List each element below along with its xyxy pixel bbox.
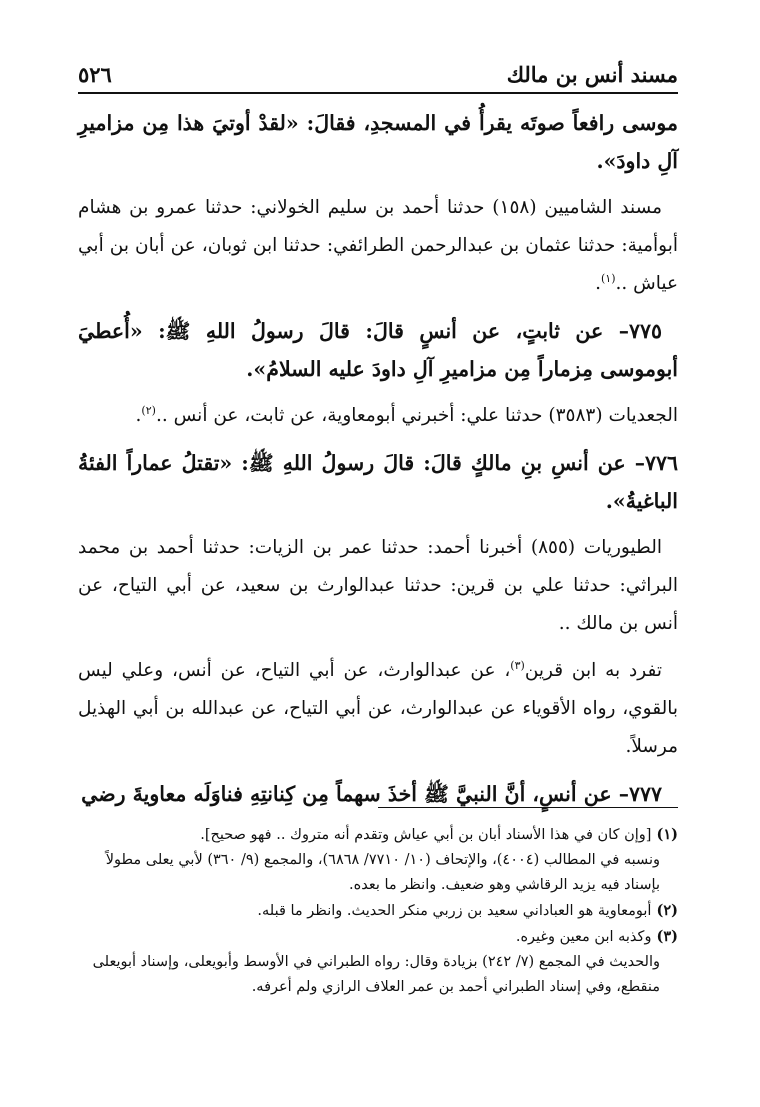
footnote-divider	[378, 807, 678, 808]
footnote-3	[78, 924, 678, 950]
footnote-ref-1: (١)	[601, 271, 616, 285]
footnote-3-continuation	[78, 950, 678, 1000]
running-header	[78, 56, 678, 94]
footnote-text: [وإن كان في هذا الأسناد أبان بن أبي عياش وتقدم أنه متروك .. فهو صحيح].	[200, 827, 652, 843]
page-number: ٥٢٦	[78, 62, 112, 87]
footnote-number: (٣)	[656, 928, 678, 945]
source-end-2: .	[135, 405, 142, 426]
hadith-775: ٧٧٥– عن ثابتٍ، عن أنسٍ قالَ: قالَ رسولُ اللهِ ﷺ: «أُعطيَ أبوموسى مِزماراً مِن مزاميرِ آلِ داودَ عليه السلامُ».	[78, 319, 678, 381]
source-text-1: مسند الشاميين (١٥٨) حدثنا أحمد بن سليم الخولاني: حدثنا عمرو بن هشام أبوأمية: حدثنا عثمان بن عبدالرحمن الطرائفي: حدثنا ابن ثوبان، عن أبان بن أبي عياش ..	[78, 197, 678, 294]
footnote-text: ونسبه في المطالب (٤٠٠٤)، والإتحاف (١٠/ ٧٧١٠/ ٦٨٦٨)، والمجمع (٩/ ٣٦٠) لأبي يعلى مطولاً بإسناد فيه يزيد الرقاشي وهو ضعيف. وانظر ما بعده.	[105, 852, 660, 893]
footnote-ref-2: (٢)	[141, 403, 156, 417]
hadith-776: ٧٧٦– عن أنسِ بنِ مالكٍ قالَ: قالَ رسولُ اللهِ ﷺ: «تقتلُ عماراً الفئةُ الباغيةُ».	[78, 451, 678, 513]
footnote-text: أبومعاوية هو العباداني سعيد بن زربي منكر الحديث. وانظر ما قبله.	[257, 903, 652, 919]
source-paragraph-2	[78, 397, 678, 435]
footnote-2	[78, 898, 678, 924]
footnote-number: (١)	[656, 826, 678, 843]
source-paragraph-1	[78, 189, 678, 303]
commentary-rest: ، عن عبدالوارث، عن أبي التياح، عن أنس، وعلي ليس بالقوي، رواه الأقوياء عن عبدالوارث، عن أبي التياح، عن عبدالله بن أبي الهذيل مرسلاً.	[78, 660, 678, 757]
source-paragraph-3: الطيوريات (٨٥٥) أخبرنا أحمد: حدثنا عمر بن الزيات: حدثنا أحمد بن محمد البراثي: حدثنا علي بن قرين: حدثنا عبدالوارث بن سعيد، عن أبي التياح، عن أنس بن مالك ..	[78, 537, 678, 634]
main-text	[78, 104, 678, 822]
footnote-1-continuation	[78, 848, 678, 898]
footnote-number: (٢)	[656, 902, 678, 919]
source-end-1: .	[595, 273, 601, 294]
hadith-777: ٧٧٧– عن أنسٍ، أنَّ النبيَّ ﷺ أخذَ سهماً مِن كِنانتِهِ فناوَلَه معاويةَ رضي	[81, 782, 662, 806]
footnote-1	[78, 822, 678, 848]
source-text-2: الجعديات (٣٥٨٣) حدثنا علي: أخبرني أبومعاوية، عن ثابت، عن أنس ..	[155, 405, 678, 426]
continued-hadith-text: موسى رافعاً صوتَه يقرأُ في المسجدِ، فقالَ: «لقدْ أوتيَ هذا مِن مزاميرِ آلِ داودَ».	[78, 111, 678, 173]
header-title: مسند أنس بن مالك	[506, 62, 678, 87]
footnote-text: وكذبه ابن معين وغيره.	[515, 929, 652, 945]
commentary-paragraph	[78, 652, 678, 766]
footnote-text: والحديث في المجمع (٧/ ٢٤٢) بزيادة وقال: رواه الطبراني في الأوسط وأبويعلى، وإسناد أبويعلى منقطع، وفي إسناد الطبراني أحمد بن عمر العلاف الرازي ولم أعرفه.	[92, 954, 660, 995]
footnotes	[78, 822, 678, 1000]
footnote-ref-3: (٣)	[510, 658, 525, 672]
commentary-start: تفرد به ابن قرين	[524, 660, 662, 681]
